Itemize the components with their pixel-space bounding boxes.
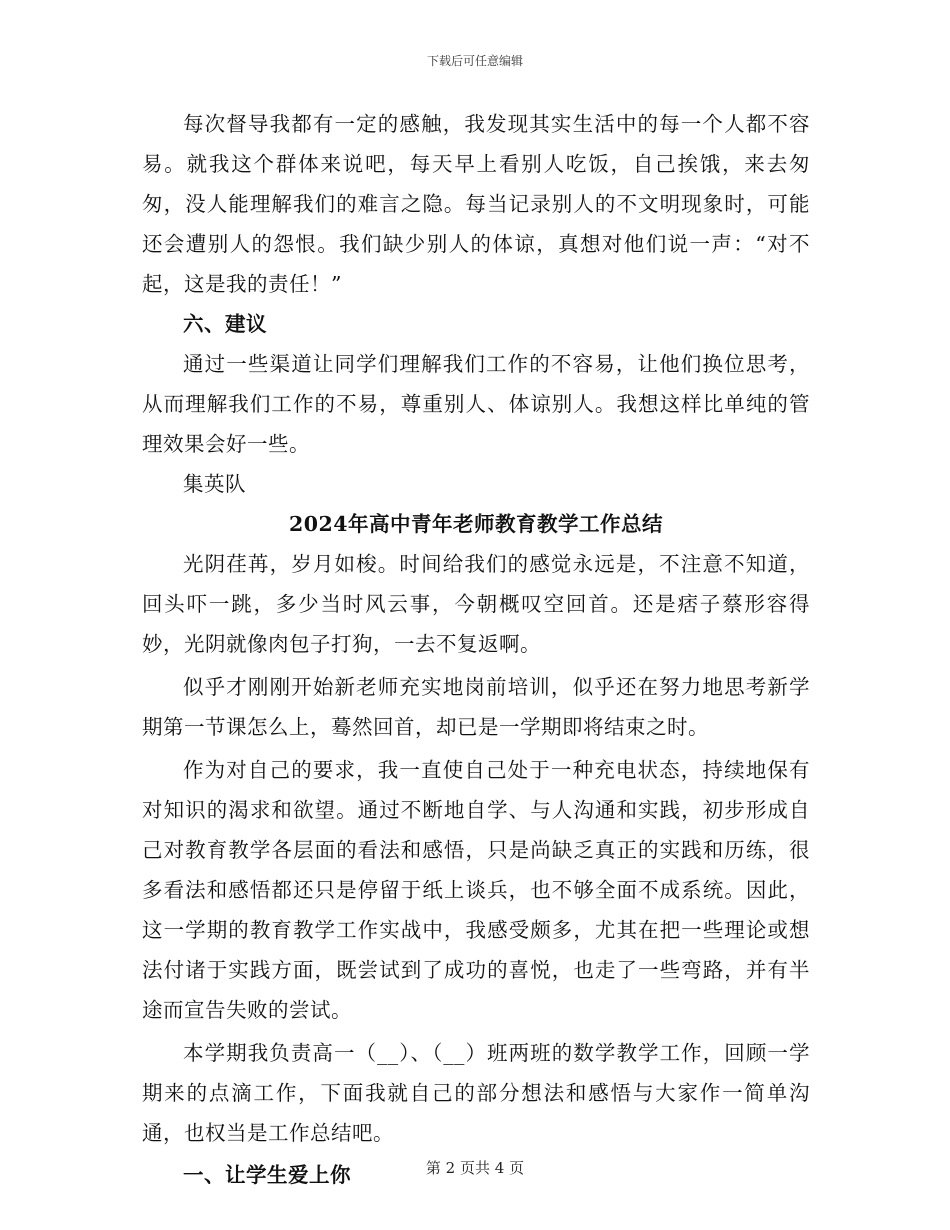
signature-team: 集英队 xyxy=(183,472,246,496)
paragraph-suggestions: 通过一些渠道让同学们理解我们工作的不容易，让他们换位思考，从而理解我们工作的不易，尊重别人、体谅别人。我想这样比单纯的管理效果会好一些。 xyxy=(142,352,810,456)
paragraph-self-requirement: 作为对自己的要求，我一直使自己处于一种充电状态，持续地保有对知识的渴求和欲望。通过不断地自学、与人沟通和实践，初步形成自己对教育教学各层面的看法和感悟，只是尚缺乏真正的实践和历练，很多看法和感悟都还只是停留于纸上谈兵，也不够全面不成系统。因此，这一学期的教育教学工作实战中，我感受颇多，尤其在把一些理论或想法付诸于实践方面，既尝试到了成功的喜悦，也走了一些弯路，并有半途而宣告失败的尝试。 xyxy=(142,758,810,1022)
paragraph-time-flies: 光阴荏苒，岁月如梭。时间给我们的感觉永远是，不注意不知道，回头吓一跳，多少当时风云事，今朝概叹空回首。还是痞子蔡形容得妙，光阴就像肉包子打狗，一去不复返啊。 xyxy=(142,552,810,656)
document-body xyxy=(142,104,810,1197)
paragraph-new-teacher: 似乎才刚刚开始新老师充实地岗前培训，似乎还在努力地思考新学期第一节课怎么上，蓦然回首，却已是一学期即将结束之时。 xyxy=(142,675,810,739)
page-header: 下载后可任意编辑 xyxy=(426,54,523,68)
page-footer: 第 2 页共 4 页 xyxy=(425,1159,525,1177)
paragraph-supervision-feelings: 每次督导我都有一定的感触，我发现其实生活中的每一个人都不容易。就我这个群体来说吧，每天早上看别人吃饭，自己挨饿，来去匆匆，没人能理解我们的难言之隐。每当记录别人的不文明现象时，可能还会遭别人的怨恨。我们缺少别人的体谅，真想对他们说一声：“对不起，这是我的责任！” xyxy=(142,112,810,296)
document-title: 2024年高中青年老师教育教学工作总结 xyxy=(288,512,664,536)
section-heading-suggestions: 六、建议 xyxy=(183,312,267,336)
section-heading-love: 一、让学生爱上你 xyxy=(183,1163,351,1187)
paragraph-teaching-duty: 本学期我负责高一（__）、（__）班两班的数学教学工作，回顾一学期来的点滴工作，下面我就自己的部分想法和感悟与大家作一简单沟通，也权当是工作总结吧。 xyxy=(142,1041,810,1145)
